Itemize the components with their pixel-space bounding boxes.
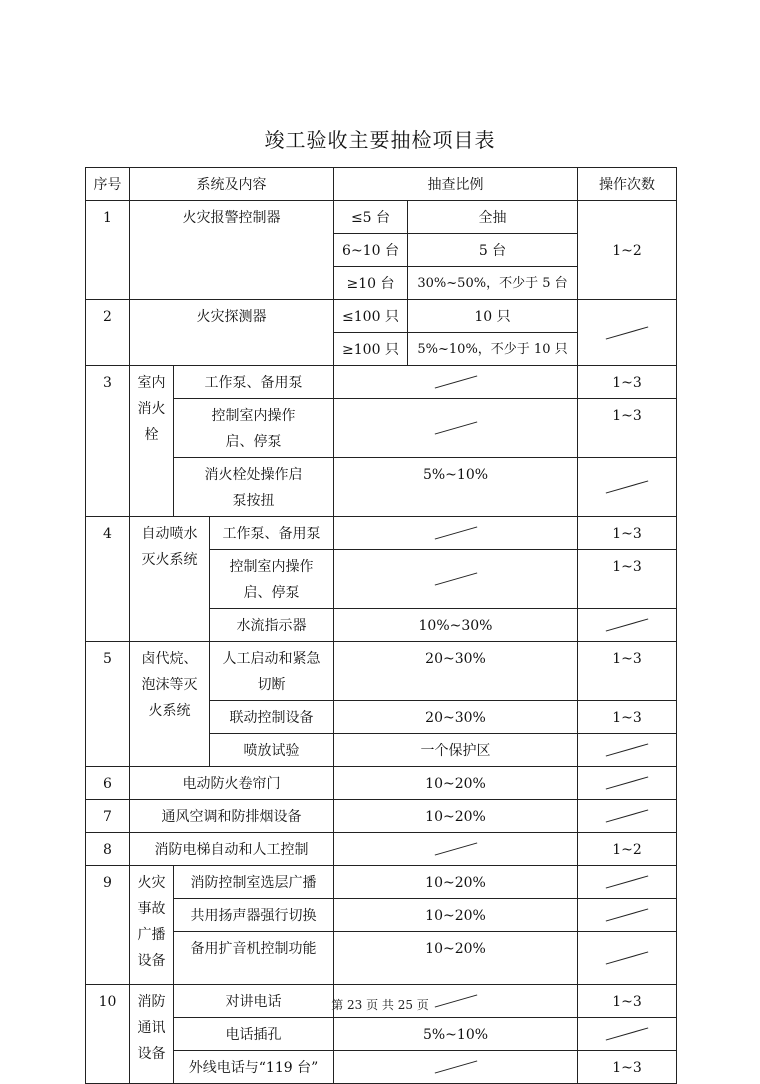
empty-slash-mark (578, 609, 677, 642)
operation-times: 1~3 (578, 642, 677, 701)
empty-slash-mark (578, 734, 677, 767)
empty-slash-mark (578, 300, 677, 366)
operation-times: 1~2 (578, 201, 677, 300)
count-condition: ≥100 只 (334, 333, 408, 366)
table-row (86, 800, 677, 833)
item-name: 电话插孔 (174, 1018, 334, 1051)
empty-slash-mark (578, 932, 677, 985)
sample-ratio: 10~20% (334, 899, 578, 932)
empty-slash-mark (578, 866, 677, 899)
item-name: 联动控制设备 (210, 701, 334, 734)
table-row (86, 1051, 677, 1084)
sample-value: 5%~10%，不少于 10 只 (408, 333, 578, 366)
operation-times: 1~3 (578, 517, 677, 550)
sample-ratio: 10~20% (334, 767, 578, 800)
row-number: 2 (86, 300, 130, 366)
empty-slash-mark (334, 833, 578, 866)
item-name: 电动防火卷帘门 (130, 767, 334, 800)
header-times: 操作次数 (578, 168, 677, 201)
page-number: 第 23 页 共 25 页 (331, 998, 429, 1012)
item-name: 备用扩音机控制功能 (174, 932, 334, 985)
item-name: 工作泵、备用泵 (210, 517, 334, 550)
item-name: 工作泵、备用泵 (174, 366, 334, 399)
item-name: 火灾探测器 (130, 300, 334, 366)
sample-ratio: 10~20% (334, 866, 578, 899)
row-number: 9 (86, 866, 130, 985)
sample-ratio: 10%~30% (334, 609, 578, 642)
header-no: 序号 (86, 168, 130, 201)
sample-ratio: 5%~10% (334, 1018, 578, 1051)
empty-slash-mark (578, 899, 677, 932)
operation-times: 1~3 (578, 399, 677, 458)
empty-slash-mark (334, 366, 578, 399)
header-system: 系统及内容 (130, 168, 334, 201)
empty-slash-mark (578, 767, 677, 800)
row-number: 7 (86, 800, 130, 833)
empty-slash-mark (578, 800, 677, 833)
row-number: 10 (86, 985, 130, 1084)
empty-slash-mark (578, 1018, 677, 1051)
sample-ratio: 10~20% (334, 800, 578, 833)
item-name: 水流指示器 (210, 609, 334, 642)
operation-times: 1~3 (578, 1051, 677, 1084)
table-row (86, 366, 677, 399)
sample-value: 30%~50%，不少于 5 台 (408, 267, 578, 300)
operation-times: 1~3 (578, 701, 677, 734)
category-name: 卤代烷、 泡沫等灭 火系统 (130, 642, 210, 767)
inspection-table (85, 167, 677, 1084)
category-name: 消防 通讯 设备 (130, 985, 174, 1084)
empty-slash-mark (334, 399, 578, 458)
item-name: 消火栓处操作启 泵按扭 (174, 458, 334, 517)
category-name: 火灾 事故 广播 设备 (130, 866, 174, 985)
item-name: 喷放试验 (210, 734, 334, 767)
sample-value: 10 只 (408, 300, 578, 333)
operation-times: 1~3 (578, 985, 677, 1018)
row-number: 4 (86, 517, 130, 642)
item-name: 消防控制室选层广播 (174, 866, 334, 899)
row-number: 1 (86, 201, 130, 300)
table-row (86, 833, 677, 866)
count-condition: ≥10 台 (334, 267, 408, 300)
table-row (86, 866, 677, 899)
sample-ratio: 20~30% (334, 701, 578, 734)
table-row (86, 932, 677, 985)
row-number: 8 (86, 833, 130, 866)
item-name: 控制室内操作 启、停泵 (174, 399, 334, 458)
row-number: 6 (86, 767, 130, 800)
item-name: 消防电梯自动和人工控制 (130, 833, 334, 866)
empty-slash-mark (334, 1051, 578, 1084)
item-name: 火灾报警控制器 (130, 201, 334, 300)
item-name: 人工启动和紧急 切断 (210, 642, 334, 701)
operation-times: 1~2 (578, 833, 677, 866)
table-row (86, 642, 677, 701)
page-title: 竣工验收主要抽检项目表 (264, 128, 496, 152)
table-row (86, 458, 677, 517)
table-row (86, 399, 677, 458)
empty-slash-mark (334, 517, 578, 550)
table-row (86, 517, 677, 550)
table-row (86, 1018, 677, 1051)
row-number: 3 (86, 366, 130, 517)
item-name: 共用扬声器强行切换 (174, 899, 334, 932)
table-row (86, 899, 677, 932)
count-condition: ≤5 台 (334, 201, 408, 234)
header-ratio: 抽查比例 (334, 168, 578, 201)
sample-ratio: 一个保护区 (334, 734, 578, 767)
item-name: 通风空调和防排烟设备 (130, 800, 334, 833)
table-row (86, 300, 677, 333)
header-row (86, 168, 677, 201)
category-name: 自动喷水 灭火系统 (130, 517, 210, 642)
sample-ratio: 5%~10% (334, 458, 578, 517)
sample-ratio: 10~20% (334, 932, 578, 985)
category-name: 室内 消火 栓 (130, 366, 174, 517)
sample-value: 全抽 (408, 201, 578, 234)
row-number: 5 (86, 642, 130, 767)
table-row (86, 767, 677, 800)
sample-value: 5 台 (408, 234, 578, 267)
operation-times: 1~3 (578, 550, 677, 609)
item-name: 外线电话与“119 台” (174, 1051, 334, 1084)
operation-times: 1~3 (578, 366, 677, 399)
empty-slash-mark (334, 550, 578, 609)
empty-slash-mark (578, 458, 677, 517)
count-condition: ≤100 只 (334, 300, 408, 333)
count-condition: 6~10 台 (334, 234, 408, 267)
sample-ratio: 20~30% (334, 642, 578, 701)
item-name: 控制室内操作 启、停泵 (210, 550, 334, 609)
table-row (86, 201, 677, 234)
item-name: 对讲电话 (174, 985, 334, 1018)
